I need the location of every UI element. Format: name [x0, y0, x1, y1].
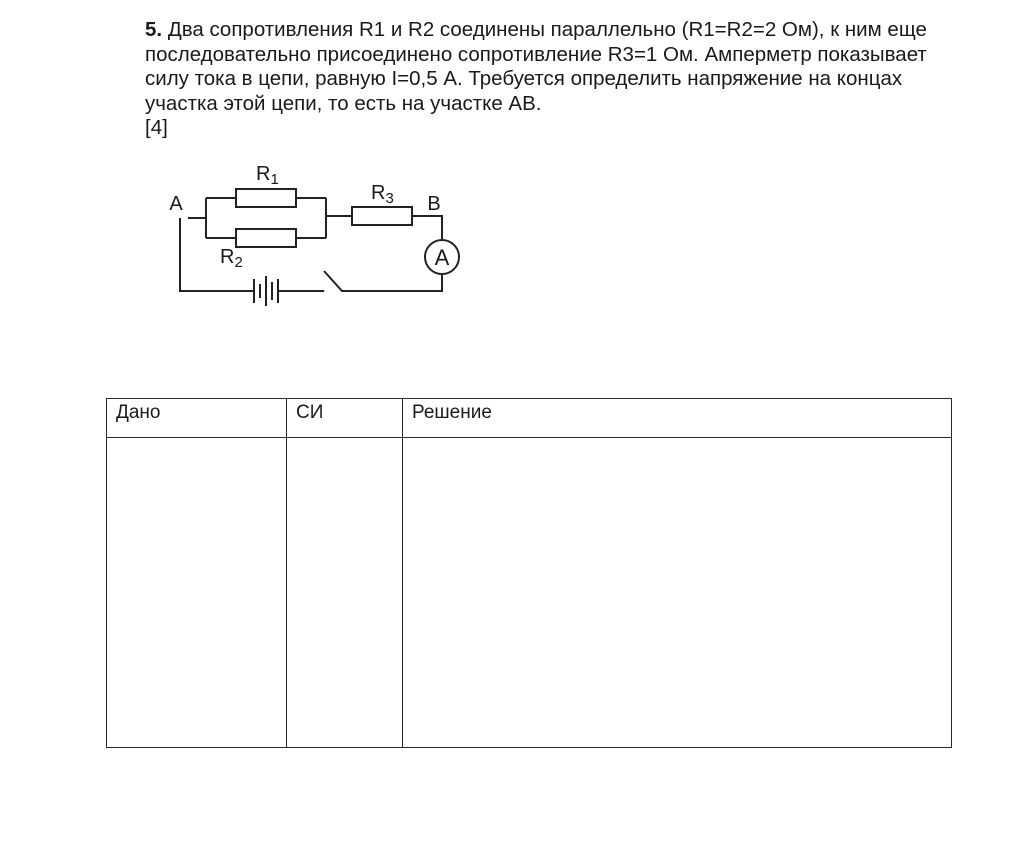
wire-ammeter-to-switch: [324, 271, 442, 291]
solution-cell[interactable]: [403, 438, 952, 748]
problem-body: Два сопротивления R1 и R2 соединены параллельно (R1=R2=2 Ом), к ним еще последовательно присоединено сопротивление R3=1 Ом. Амперметр показывает силу тока в цепи, равную I=0,5 А. Требуется определить напряжение на концах участка этой цепи, то есть на участке АВ.: [145, 18, 927, 115]
battery-icon: [244, 276, 284, 306]
label-r3-sub: 3: [385, 190, 394, 207]
label-r1: [256, 163, 279, 188]
switch-icon: [324, 291, 325, 292]
label-r3: [371, 182, 394, 207]
si-cell[interactable]: [287, 438, 403, 748]
ammeter-label: A: [434, 245, 450, 270]
answer-table: [106, 398, 952, 748]
label-r2: [220, 246, 243, 271]
circuit-diagram: [160, 158, 480, 318]
table-header-row: [107, 399, 952, 438]
resistor-r3: [352, 207, 412, 225]
wire-r3-to-ammeter: [412, 216, 442, 240]
problem-points: [4]: [145, 116, 168, 139]
resistor-r2: [236, 229, 296, 247]
label-r3-letter: R: [371, 182, 386, 204]
label-r1-sub: 1: [270, 171, 279, 188]
column-given: Дано: [107, 399, 287, 438]
column-solution: Решение: [403, 399, 952, 438]
table-row: [107, 438, 952, 748]
resistor-r1: [236, 189, 296, 207]
problem-statement: [145, 18, 975, 141]
label-r2-letter: R: [220, 246, 235, 268]
label-r1-letter: R: [256, 163, 271, 185]
label-r2-sub: 2: [234, 254, 243, 271]
problem-text: [145, 18, 975, 116]
problem-number: 5.: [145, 18, 163, 41]
label-point-a: A: [169, 193, 183, 215]
label-point-b: B: [427, 193, 441, 215]
column-si: СИ: [287, 399, 403, 438]
given-cell[interactable]: [107, 438, 287, 748]
